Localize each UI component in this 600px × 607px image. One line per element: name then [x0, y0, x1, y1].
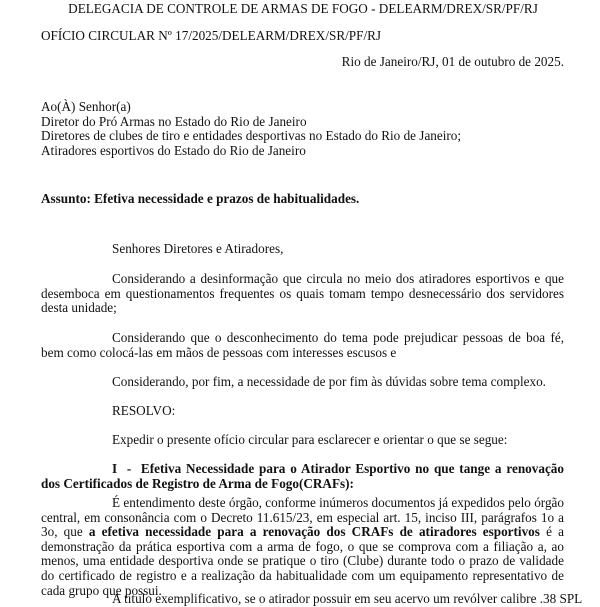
paragraph-considerando-2: Considerando que o desconhecimento do tema pode prejudicar pessoas de boa fé, bem como colocá-las em mãos de pessoas com interesses escusos e	[41, 330, 564, 360]
paragraph-exemplificativo-partial: A título exemplificativo, se o atirador possuir em seu acervo um revólver calibre .38 SPL	[112, 591, 583, 606]
paragraph-considerando-1: Considerando a desinformação que circula no meio dos atiradores esportivos e que desemboca em questionamentos frequentes os quais tomam tempo desnecessário dos servidores desta unidade;	[41, 271, 564, 316]
addressee-line: Diretor do Pró Armas no Estado do Rio de Janeiro	[41, 113, 307, 129]
addressee-line: Diretores de clubes de tiro e entidades desportivas no Estado do Rio de Janeiro;	[41, 128, 462, 144]
resolvo-label: RESOLVO:	[112, 403, 176, 418]
addressee-block	[41, 100, 564, 158]
addressee-line: Ao(À) Senhor(a)	[41, 99, 131, 114]
subject-line: Assunto: Efetiva necessidade e prazos de habitualidades.	[41, 191, 360, 206]
section-1-heading: I - Efetiva Necessidade para o Atirador Esportivo no que tange a renovação dos Certificados de Registro de Arma de Fogo(CRAFs):	[41, 461, 568, 491]
section-1-body	[41, 496, 564, 598]
addressee-line: Atiradores esportivos do Estado do Rio de Janeiro	[41, 142, 306, 158]
document-header: DELEGACIA DE CONTROLE DE ARMAS DE FOGO - DELEARM/DREX/SR/PF/RJ	[68, 1, 538, 16]
place-date: Rio de Janeiro/RJ, 01 de outubro de 2025.	[341, 54, 564, 69]
section-1-body-emphasis: a efetiva necessidade para a renovação dos CRAFs de atiradores esportivos	[88, 524, 540, 540]
paragraph-expedir: Expedir o presente ofício circular para esclarecer e orientar o que se segue:	[112, 432, 508, 447]
paragraph-considerando-3: Considerando, por fim, a necessidade de por fim às dúvidas sobre tema complexo.	[112, 374, 546, 389]
section-1-body-text: É entendimento deste órgão, conforme inúmeros documentos já expedidos pelo órgão central, em consonância com o Decreto 11.615/23, em especial art. 15, inciso III, parágrafos 1o a 3o, que	[41, 495, 564, 540]
salutation: Senhores Diretores e Atiradores,	[112, 241, 284, 256]
section-1-body-text-cont: é a demonstração da prática esportiva com a arma de fogo, o que se comprova com a filiação a, ao menos, uma entidade desportiva onde se pratique o tiro (Clube) durante todo o prazo de validade do certificado de registro e a realização da habitualidade com um equipamento representativo de cada grupo que possui.	[41, 524, 564, 598]
document-reference: OFÍCIO CIRCULAR Nº 17/2025/DELEARM/DREX/SR/PF/RJ	[41, 28, 382, 43]
